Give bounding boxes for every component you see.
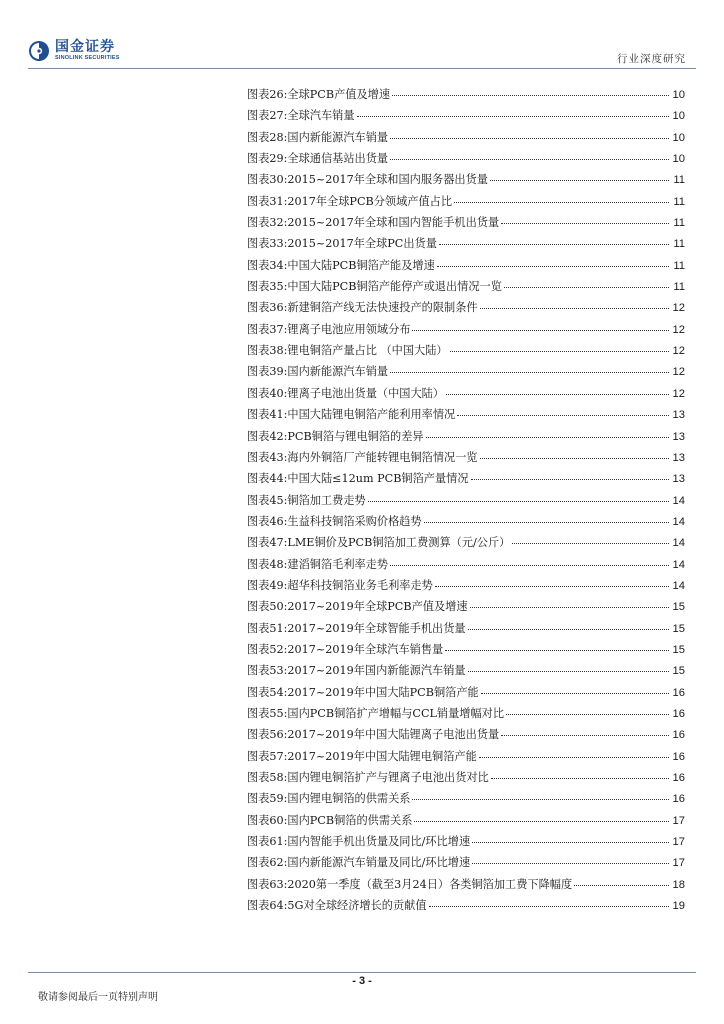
toc-dot-leader (429, 906, 669, 907)
toc-entry-title: 2015~2017年全球和国内智能手机出货量 (287, 216, 500, 230)
toc-entry-label: 图表27: (247, 109, 288, 123)
toc-entry[interactable] (247, 684, 685, 705)
toc-entry[interactable] (247, 193, 685, 214)
toc-entry-page: 16 (672, 750, 685, 763)
toc-dot-leader (470, 607, 669, 608)
toc-entry-label: 图表57: (247, 749, 288, 763)
toc-entry-page: 16 (672, 793, 685, 806)
toc-entry-title: 2017~2019年中国大陆锂离子电池出货量 (287, 728, 500, 742)
toc-entry[interactable] (247, 556, 685, 577)
toc-dot-leader (390, 565, 669, 566)
toc-entry[interactable] (247, 726, 685, 747)
toc-entry-label: 图表44: (247, 472, 288, 486)
toc-entry[interactable] (247, 235, 685, 256)
toc-entry-title: 锂电铜箔产量占比 （中国大陆） (287, 344, 448, 358)
toc-entry-label: 图表62: (247, 856, 288, 870)
toc-entry-title: 锂离子电池应用领域分布 (287, 322, 411, 336)
toc-entry[interactable] (247, 492, 685, 513)
toc-dot-leader (437, 266, 669, 267)
toc-entry-page: 10 (672, 153, 685, 166)
toc-entry-label: 图表61: (247, 835, 288, 849)
toc-entry-label: 图表35: (247, 280, 288, 294)
toc-entry[interactable] (247, 705, 685, 726)
toc-entry-page: 10 (672, 131, 685, 144)
toc-entry[interactable] (247, 577, 685, 598)
toc-entry[interactable] (247, 748, 685, 769)
toc-dot-leader (512, 543, 669, 544)
toc-entry-label: 图表49: (247, 578, 288, 592)
toc-dot-leader (506, 714, 669, 715)
toc-entry-label: 图表56: (247, 728, 288, 742)
toc-entry-title: 国内PCB铜箔扩产增幅与CCL销量增幅对比 (287, 706, 505, 720)
toc-entry-page: 10 (672, 89, 685, 101)
toc-dot-leader (501, 735, 669, 736)
toc-dot-leader (472, 842, 669, 843)
toc-entry-page: 16 (672, 729, 685, 742)
toc-entry-page: 14 (672, 494, 685, 507)
toc-entry-label: 图表58: (247, 771, 288, 784)
toc-entry[interactable] (247, 171, 685, 192)
toc-dot-leader (504, 287, 669, 288)
toc-dot-leader (368, 501, 669, 502)
header-divider (28, 68, 696, 69)
toc-entry-title: 2017~2019年全球汽车销售量 (287, 642, 444, 656)
toc-dot-leader (445, 650, 669, 651)
toc-entry-page: 17 (672, 814, 685, 827)
toc-entry-title: 中国大陆≤12um PCB铜箔产量情况 (287, 472, 469, 486)
toc-entry-page: 12 (672, 366, 685, 379)
page-header (0, 0, 724, 70)
toc-entry-title: 5G对全球经济增长的贡献值 (287, 899, 427, 913)
toc-entry-page: 11 (673, 195, 685, 208)
toc-dot-leader (457, 415, 669, 416)
toc-entry-page: 14 (672, 537, 685, 550)
toc-entry-label: 图表51: (247, 621, 288, 635)
toc-entry-title: 2017~2019年国内新能源汽车销量 (287, 664, 466, 678)
toc-entry-page: 15 (672, 665, 685, 678)
toc-entry-page: 12 (672, 345, 685, 358)
toc-entry-label: 图表46: (247, 514, 288, 528)
toc-entry[interactable] (247, 470, 685, 491)
toc-entry-page: 14 (672, 515, 685, 528)
toc-entry[interactable] (247, 428, 685, 449)
toc-entry-title: 新建铜箔产线无法快速投产的限制条件 (287, 301, 478, 315)
toc-entry[interactable] (247, 321, 685, 342)
toc-entry-title: 中国大陆PCB铜箔产能停产或退出情况一览 (287, 280, 502, 294)
toc-entry-title: 锂离子电池出货量（中国大陆） (287, 386, 445, 400)
toc-dot-leader (480, 458, 669, 459)
toc-entry-title: 2015~2017年全球和国内服务器出货量 (287, 173, 488, 187)
toc-dot-leader (480, 308, 669, 309)
toc-dot-leader (468, 629, 669, 630)
toc-dot-leader (424, 522, 669, 523)
toc-entry-label: 图表41: (247, 408, 288, 422)
toc-entry-title: 全球汽车销量 (287, 109, 355, 123)
toc-entry-label: 图表26: (247, 88, 288, 101)
toc-entry-label: 图表43: (247, 450, 288, 464)
toc-dot-leader (390, 138, 669, 139)
toc-entry-page: 13 (672, 451, 685, 464)
toc-entry-label: 图表29: (247, 152, 288, 166)
toc-entry-title: 建滔铜箔毛利率走势 (287, 557, 389, 571)
toc-entry[interactable] (247, 107, 685, 128)
toc-entry-page: 11 (673, 259, 685, 272)
toc-entry-title: 2017~2019年全球PCB产值及增速 (287, 600, 468, 614)
toc-entry-label: 图表30: (247, 173, 288, 187)
toc-entry-page: 14 (672, 579, 685, 592)
toc-entry[interactable] (247, 150, 685, 171)
toc-dot-leader (501, 223, 669, 224)
toc-entry-label: 图表59: (247, 792, 288, 806)
toc-entry-title: 国内PCB铜箔的供需关系 (287, 813, 413, 827)
toc-entry-title: 2017年全球PCB分领域产值占比 (287, 194, 453, 208)
toc-entry-label: 图表50: (247, 600, 288, 614)
logo-chinese-name: 国金证券 (55, 39, 115, 55)
toc-entry-page: 14 (672, 558, 685, 571)
toc-entry-label: 图表39: (247, 365, 288, 379)
toc-entry-label: 图表37: (247, 322, 288, 336)
toc-entry-label: 图表48: (247, 557, 288, 571)
toc-entry-page: 19 (672, 900, 685, 913)
toc-entry[interactable] (247, 513, 685, 534)
toc-entry-page: 16 (672, 772, 685, 784)
toc-entry-page: 16 (672, 686, 685, 699)
toc-entry-label: 图表55: (247, 706, 288, 720)
toc-entry[interactable] (247, 662, 685, 683)
toc-entry-title: 国内新能源汽车销量 (287, 130, 389, 144)
toc-entry-title: 全球通信基站出货量 (287, 152, 389, 166)
toc-entry-title: 超华科技铜箔业务毛利率走势 (287, 578, 433, 592)
toc-entry-title: 国内锂电铜箔的供需关系 (287, 792, 411, 806)
toc-entry[interactable] (247, 769, 685, 790)
toc-entry-title: 国内智能手机出货量及同比/环比增速 (287, 835, 471, 849)
toc-dot-leader (357, 116, 669, 117)
toc-dot-leader (414, 821, 669, 822)
toc-entry-label: 图表31: (247, 194, 288, 208)
toc-entry[interactable] (247, 812, 685, 833)
toc-entry-label: 图表32: (247, 216, 288, 230)
toc-entry-page: 17 (672, 836, 685, 849)
toc-entry-page: 13 (672, 430, 685, 443)
toc-entry[interactable] (247, 363, 685, 384)
toc-entry-title: LME铜价及PCB铜箔加工费测算（元/公斤） (287, 536, 511, 550)
toc-entry-label: 图表60: (247, 813, 288, 827)
footer-disclaimer: 敬请参阅最后一页特别声明 (38, 992, 158, 1003)
toc-dot-leader (446, 394, 669, 395)
toc-dot-leader (468, 671, 669, 672)
toc-dot-leader (472, 863, 669, 864)
toc-entry-label: 图表40: (247, 386, 288, 400)
toc-entry-label: 图表63: (247, 877, 288, 891)
logo-english-name: SINOLINK SECURITIES (55, 55, 120, 61)
toc-dot-leader (439, 244, 669, 245)
toc-entry-page: 13 (672, 473, 685, 486)
toc-entry-title: 2020第一季度（截至3月24日）各类铜箔加工费下降幅度 (287, 877, 573, 891)
toc-entry-page: 11 (673, 174, 685, 187)
sinolink-logo-icon (28, 40, 50, 62)
toc-dot-leader (392, 95, 669, 96)
toc-entry-title: PCB铜箔与锂电铜箔的差异 (287, 429, 424, 443)
toc-entry-title: 生益科技铜箔采购价格趋势 (287, 514, 422, 528)
toc-entry-page: 11 (673, 217, 685, 230)
toc-entry-title: 国内新能源汽车销量及同比/环比增速 (287, 856, 471, 870)
toc-entry-title: 全球PCB产值及增速 (287, 88, 391, 101)
toc-dot-leader (412, 330, 669, 331)
toc-entry-label: 图表54: (247, 685, 288, 699)
toc-entry[interactable] (247, 342, 685, 363)
toc-entry-page: 12 (672, 387, 685, 400)
toc-entry-page: 11 (673, 281, 685, 294)
toc-entry[interactable] (247, 278, 685, 299)
toc-entry-title: 国内新能源汽车销量 (287, 365, 389, 379)
toc-entry[interactable] (247, 129, 685, 150)
page-number: - 3 - (352, 975, 372, 987)
toc-entry[interactable] (247, 833, 685, 854)
toc-entry-label: 图表52: (247, 642, 288, 656)
toc-entry[interactable] (247, 620, 685, 641)
toc-entry-page: 16 (672, 707, 685, 720)
toc-entry-page: 15 (672, 643, 685, 656)
toc-entry-label: 图表47: (247, 536, 288, 550)
toc-entry[interactable] (247, 214, 685, 235)
toc-entry[interactable] (247, 534, 685, 555)
toc-entry-title: 中国大陆PCB铜箔产能及增速 (287, 258, 435, 272)
toc-entry-title: 中国大陆锂电铜箔产能利用率情况 (287, 408, 456, 422)
toc-entry-page: 11 (673, 238, 685, 251)
toc-entry-label: 图表45: (247, 493, 288, 507)
toc-dot-leader (481, 693, 669, 694)
toc-entry-title: 2017~2019年全球智能手机出货量 (287, 621, 466, 635)
toc-entry-title: 铜箔加工费走势 (287, 493, 366, 507)
toc-entry-page: 17 (672, 857, 685, 870)
toc-entry-label: 图表42: (247, 429, 288, 443)
toc-entry-label: 图表28: (247, 130, 288, 144)
toc-dot-leader (390, 372, 669, 373)
toc-entry[interactable] (247, 876, 685, 897)
toc-entry[interactable] (247, 790, 685, 811)
toc-entry-page: 12 (672, 302, 685, 315)
toc-entry-label: 图表38: (247, 344, 288, 358)
figure-index-list (247, 86, 685, 918)
toc-entry[interactable] (247, 406, 685, 427)
toc-entry-title: 国内锂电铜箔扩产与锂离子电池出货对比 (287, 771, 489, 784)
toc-entry[interactable] (247, 86, 685, 107)
toc-dot-leader (426, 437, 669, 438)
toc-entry-page: 12 (672, 323, 685, 336)
toc-entry-label: 图表36: (247, 301, 288, 315)
toc-entry[interactable] (247, 641, 685, 662)
footer-divider (28, 972, 696, 973)
toc-dot-leader (490, 180, 669, 181)
toc-dot-leader (454, 202, 669, 203)
toc-entry-page: 15 (672, 622, 685, 635)
toc-dot-leader (471, 479, 669, 480)
toc-dot-leader (479, 757, 669, 758)
toc-entry-title: 2017~2019年中国大陆锂电铜箔产能 (287, 749, 477, 763)
toc-entry-label: 图表33: (247, 237, 288, 251)
toc-entry-page: 10 (672, 110, 685, 123)
toc-dot-leader (491, 778, 669, 779)
toc-entry[interactable] (247, 598, 685, 619)
toc-entry-label: 图表53: (247, 664, 288, 678)
company-logo (28, 40, 120, 62)
toc-entry-label: 图表34: (247, 258, 288, 272)
toc-entry[interactable] (247, 257, 685, 278)
toc-entry[interactable] (247, 385, 685, 406)
toc-dot-leader (435, 586, 669, 587)
toc-dot-leader (412, 799, 669, 800)
toc-entry-label: 图表64: (247, 899, 288, 913)
toc-entry-title: 2015~2017年全球PC出货量 (287, 237, 437, 251)
toc-entry-title: 2017~2019年中国大陆PCB铜箔产能 (287, 685, 479, 699)
toc-entry[interactable] (247, 299, 685, 320)
toc-entry[interactable] (247, 854, 685, 875)
toc-dot-leader (450, 351, 669, 352)
toc-entry[interactable] (247, 897, 685, 918)
toc-dot-leader (390, 159, 669, 160)
toc-entry-page: 18 (672, 878, 685, 891)
toc-dot-leader (574, 885, 669, 886)
toc-entry[interactable] (247, 449, 685, 470)
toc-entry-title: 海内外铜箔厂产能转锂电铜箔情况一览 (287, 450, 478, 464)
report-type-label: 行业深度研究 (617, 53, 686, 65)
toc-entry-page: 15 (672, 601, 685, 614)
toc-entry-page: 13 (672, 409, 685, 422)
